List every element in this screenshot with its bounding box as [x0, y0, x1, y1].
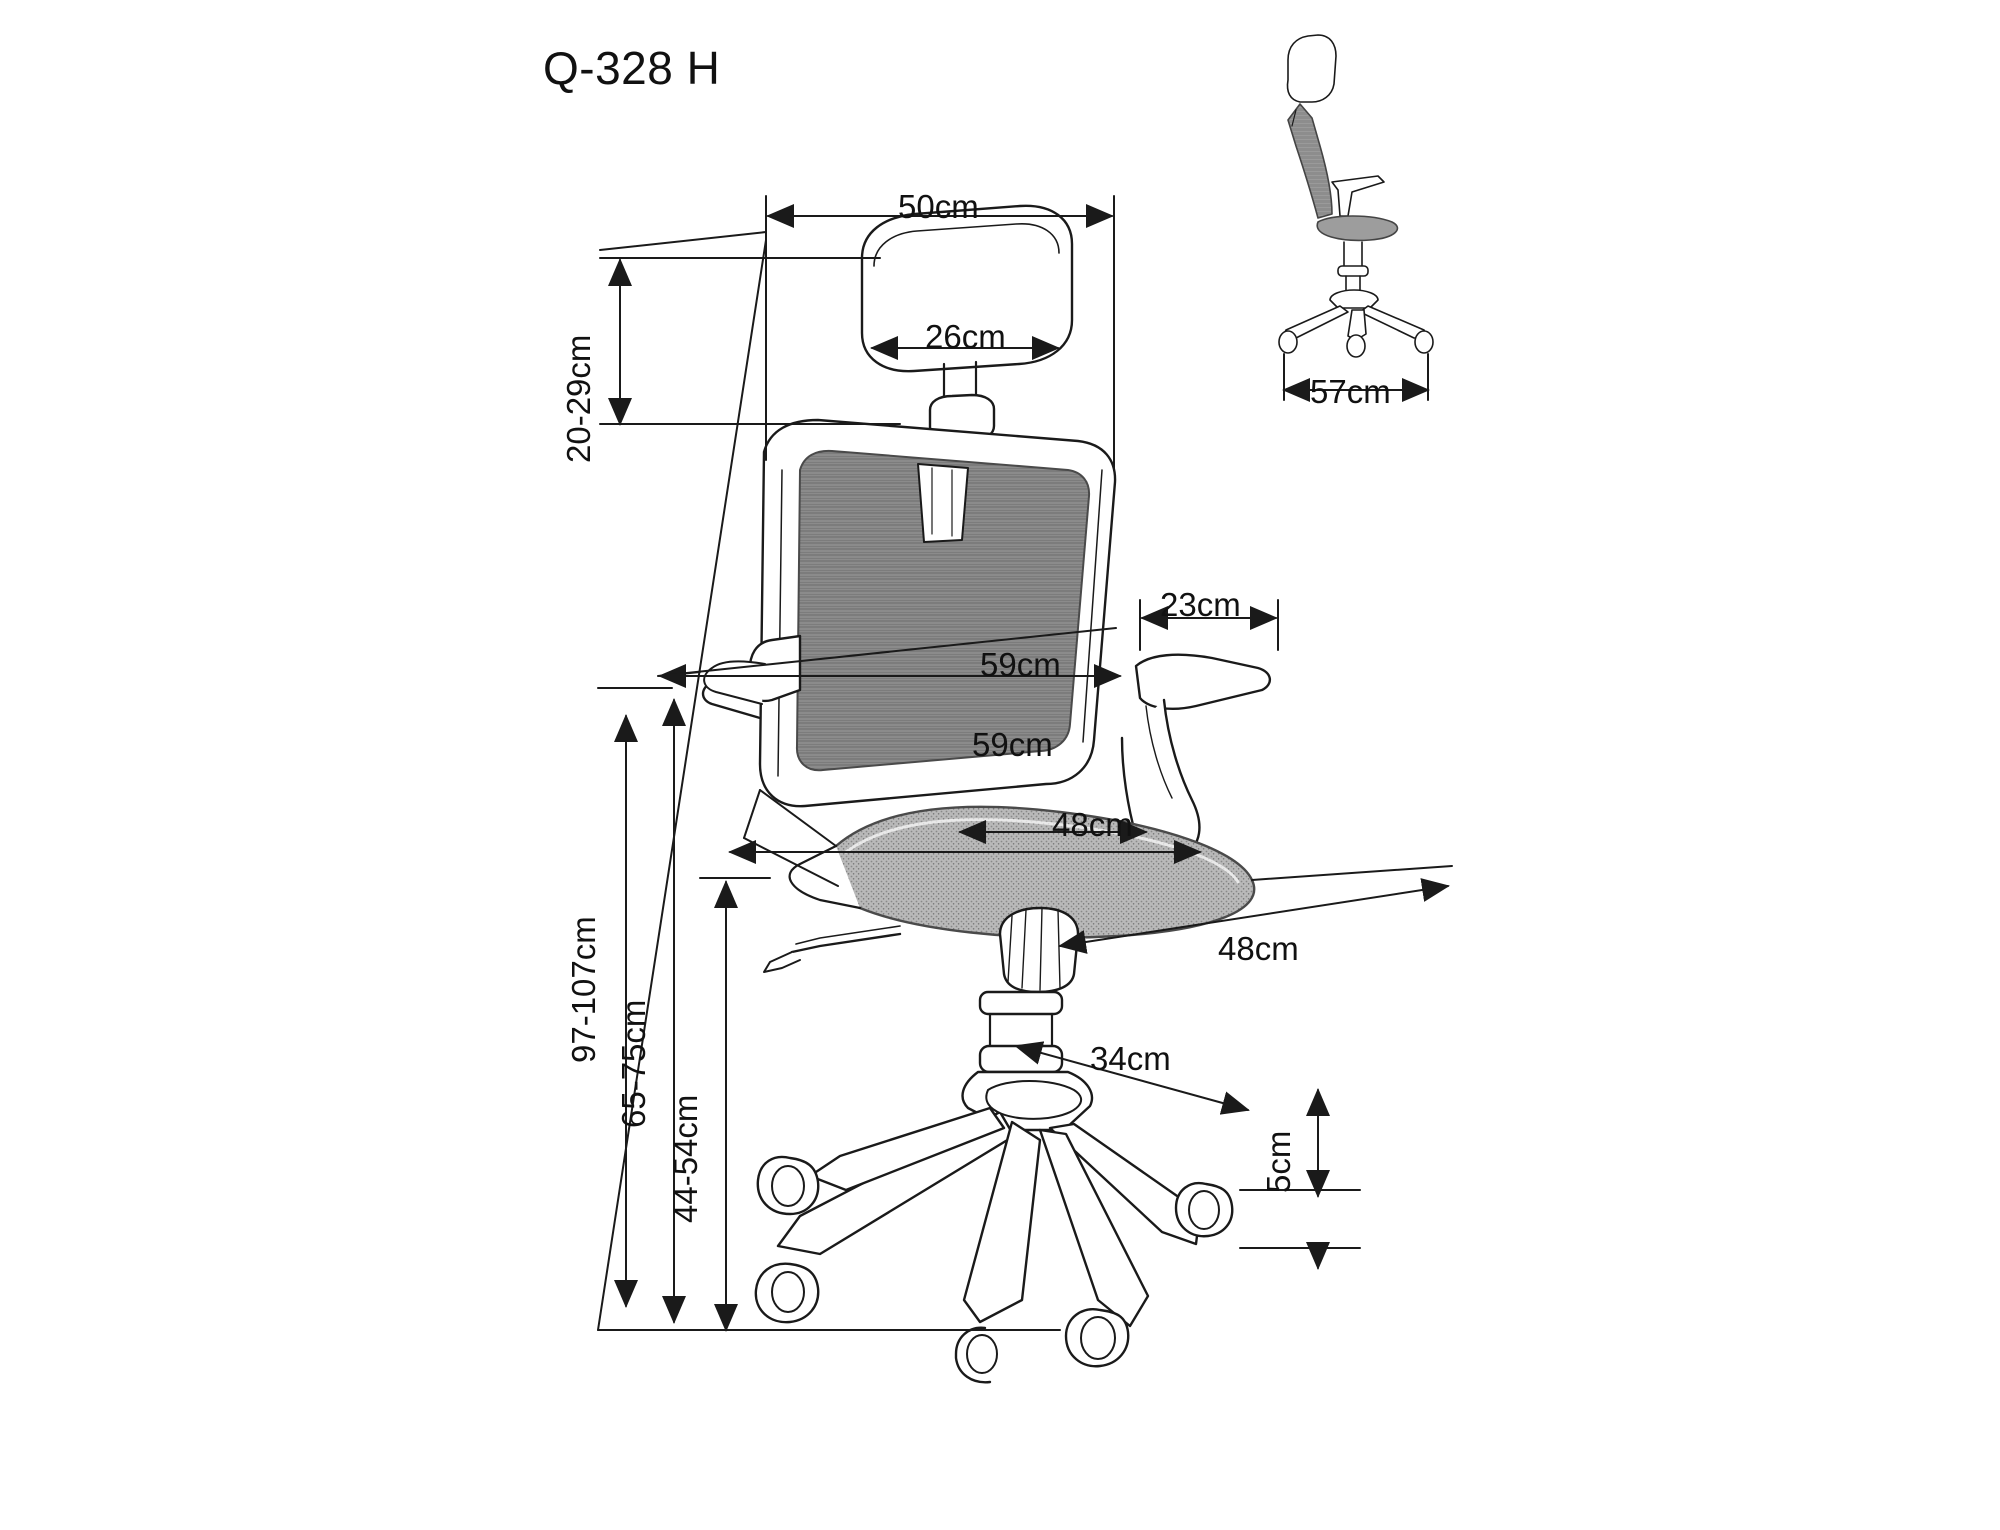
- dimension-label-base-width: 57cm: [1310, 373, 1391, 410]
- dimension-label-headrest-width: 26cm: [925, 318, 1006, 355]
- page-title: Q-328 H: [543, 42, 721, 94]
- dimension-label-seat-height: 44-54cm: [667, 1094, 704, 1223]
- dimension-label-seat-width: 48cm: [1052, 806, 1133, 843]
- dimension-label-headrest-height-range: 20-29cm: [560, 334, 597, 463]
- dimension-label-seat-depth: 48cm: [1218, 930, 1299, 967]
- dimension-label-total-height: 97-107cm: [565, 916, 602, 1063]
- tilt-lever: [764, 926, 900, 972]
- dimension-label-backrest-height-upper: 59cm: [980, 646, 1061, 683]
- chair-side-illustration: [1279, 35, 1433, 357]
- dimension-label-backrest-height-lower: 59cm: [972, 726, 1053, 763]
- dimension-label-base-radius: 34cm: [1090, 1040, 1171, 1077]
- dimension-label-backrest-width: 50cm: [898, 188, 979, 225]
- chair-base: [778, 1072, 1200, 1326]
- chair-main-illustration: [703, 206, 1270, 1382]
- dimension-label-castor-height: 5cm: [1260, 1130, 1297, 1193]
- dimension-label-armrest-depth: 23cm: [1160, 586, 1241, 623]
- backrest: [760, 420, 1115, 806]
- dimension-label-back-top-height: 65-75cm: [615, 999, 652, 1128]
